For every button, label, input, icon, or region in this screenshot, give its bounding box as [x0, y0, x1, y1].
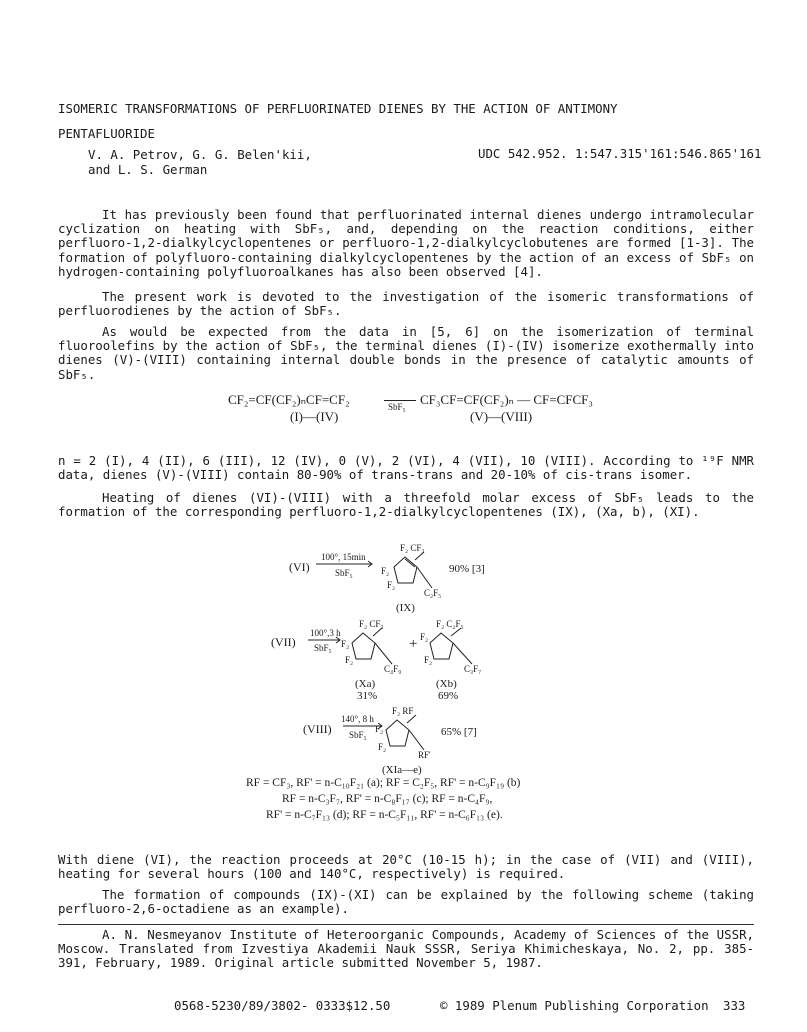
r1-condition-bottom: SbF₅	[335, 568, 353, 578]
r2a-substituent-side: C₄F₉	[384, 664, 402, 674]
paragraph-intro: It has previously been found that perfluorinated internal dienes undergo intramolecular cyclization on heating with SbF₅, and, depending on the reaction conditions, either perfluoro-1,2-dialkylcyclopentenes or perfluoro-1,2-dialkylcyclobutenes are formed [1-3]. The formation of polyfluoro-containing dialkylcyclopentenes by the action of an excess of SbF₅ on hydrogen-containing polyfluoroalkanes has also been observed [4].	[58, 207, 754, 279]
r1-yield: 90% [3]	[449, 563, 485, 575]
r1-condition-top: 100°, 15min	[321, 552, 366, 562]
r2b-yield: 69%	[438, 690, 459, 702]
r1-reactant: (VI)	[289, 560, 310, 574]
footer-code: 0568-5230/89/3802- 0333$12.50	[174, 998, 391, 1013]
r3-label: (XIa—e)	[382, 764, 422, 776]
eq1-right-label: (V)—(VIII)	[470, 409, 533, 424]
udc-code: UDC 542.952. 1:547.315'161:546.865'161	[478, 146, 762, 161]
r2-condition-top: 100°,3 h	[310, 628, 341, 638]
r2-condition-bottom: SbF₅	[314, 643, 332, 653]
rf-definition-line: RF = n-C₃F₇, RF' = n-C₈F₁₇ (c); RF = n-C₄F₉,	[282, 793, 493, 805]
r3-condition-bottom: SbF₅	[349, 730, 367, 740]
eq1-right: CF₃CF=CF(CF₂)ₙ — CF=CFCF₃	[420, 392, 593, 407]
r2-plus: +	[409, 636, 418, 652]
footnote: A. N. Nesmeyanov Institute of Heteroorganic Compounds, Academy of Sciences of the USSR, Moscow. Translated from Izvestiya Akademii Nauk SSSR, Seriya Khimicheskaya, No. 2, pp. 385-391, February, 1989. Original article submitted November 5, 1987.	[58, 927, 754, 971]
r3-yield: 65% [7]	[441, 726, 477, 738]
r3-substituent-top: F₂ RF	[392, 706, 414, 716]
eq1-arrow-label: SbF₅	[388, 402, 406, 412]
r3-condition-top: 140°, 8 h	[341, 714, 374, 724]
rf-definition-line: RF = CF₃, RF' = n-C₁₀F₂₁ (a); RF = C₂F₅, RF' = n-C₉F₁₉ (b)	[246, 777, 521, 789]
r3-ring-f2: F₂	[378, 742, 387, 752]
r2b-substituent-top: F₂ C₂F₅	[436, 619, 464, 629]
r3-reactant: (VIII)	[303, 722, 332, 736]
r2b-label: (Xb)	[436, 678, 457, 690]
paragraph-formation: The formation of compounds (IX)-(XI) can be explained by the following scheme (taking perfluoro-2,6-octadiene as an example).	[58, 887, 754, 917]
r1-ring-f: F₂	[381, 566, 390, 576]
rf-definition-line: RF' = n-C₇F₁₃ (d); RF = n-C₅F₁₁, RF' = n-C₆F₁₃ (e).	[266, 809, 503, 821]
paragraph-heating: Heating of dienes (VI)-(VIII) with a threefold molar excess of SbF₅ leads to the formation of the corresponding perfluoro-1,2-dialkylcyclopentenes (IX), (Xa, b), (XI).	[58, 490, 754, 520]
r2a-substituent-top: F₂ CF₃	[359, 619, 384, 629]
paragraph-isomerization: As would be expected from the data in [5, 6] on the isomerization of terminal fluoroolefins by the action of SbF₅, the terminal dienes (I)-(IV) isomerize exothermally into dienes (V)-(VIII) containing internal double bonds in the presence of catalytic amounts of SbF₅.	[58, 324, 754, 382]
r3-ring-f: F₂	[375, 724, 384, 734]
r2b-substituent-side: C₃F₇	[464, 664, 482, 674]
r2a-label: (Xa)	[355, 678, 376, 690]
r1-substituent-top: F₂ CF₃	[400, 543, 425, 553]
r2a-ring-f: F₂	[341, 639, 350, 649]
r3-substituent-side: RF'	[418, 750, 431, 760]
eq1-left-label: (I)—(IV)	[290, 409, 339, 424]
paragraph-n-values: n = 2 (I), 4 (II), 6 (III), 12 (IV), 0 (V), 2 (VI), 4 (VII), 10 (VIII). According to ¹⁹F NMR data, dienes (V)-(VIII) contain 80-90% of trans-trans and 20-10% of cis-trans isomer.	[58, 453, 754, 483]
r2-reactant: (VII)	[271, 635, 296, 649]
r1-ring-f2: F₂	[387, 580, 396, 590]
page-number: 333	[723, 998, 746, 1013]
r2b-ring-f2: F₂	[424, 655, 433, 665]
r2a-ring-f2: F₂	[345, 655, 354, 665]
paragraph-diene-conditions: With diene (VI), the reaction proceeds at 20°C (10-15 h); in the case of (VII) and (VIII), heating for several hours (100 and 140°C, respectively) is required.	[58, 852, 754, 882]
r1-substituent-side: C₂F₅	[424, 588, 442, 598]
eq1-left: CF₂=CF(CF₂)ₙCF=CF₂	[228, 392, 350, 407]
r2b-ring-f: F₂	[420, 632, 429, 642]
r2a-yield: 31%	[357, 690, 378, 702]
paragraph-present-work: The present work is devoted to the investigation of the isomeric transformations of perfluorodienes by the action of SbF₅.	[58, 289, 754, 319]
footnote-divider	[58, 924, 754, 925]
footer-copyright: © 1989 Plenum Publishing Corporation	[440, 998, 709, 1013]
article-title: ISOMERIC TRANSFORMATIONS OF PERFLUORINATED DIENES BY THE ACTION OF ANTIMONY PENTAFLUORIDE	[58, 101, 618, 141]
authors: V. A. Petrov, G. G. Belen'kii, and L. S. German	[88, 147, 312, 177]
r1-label: (IX)	[396, 602, 415, 614]
